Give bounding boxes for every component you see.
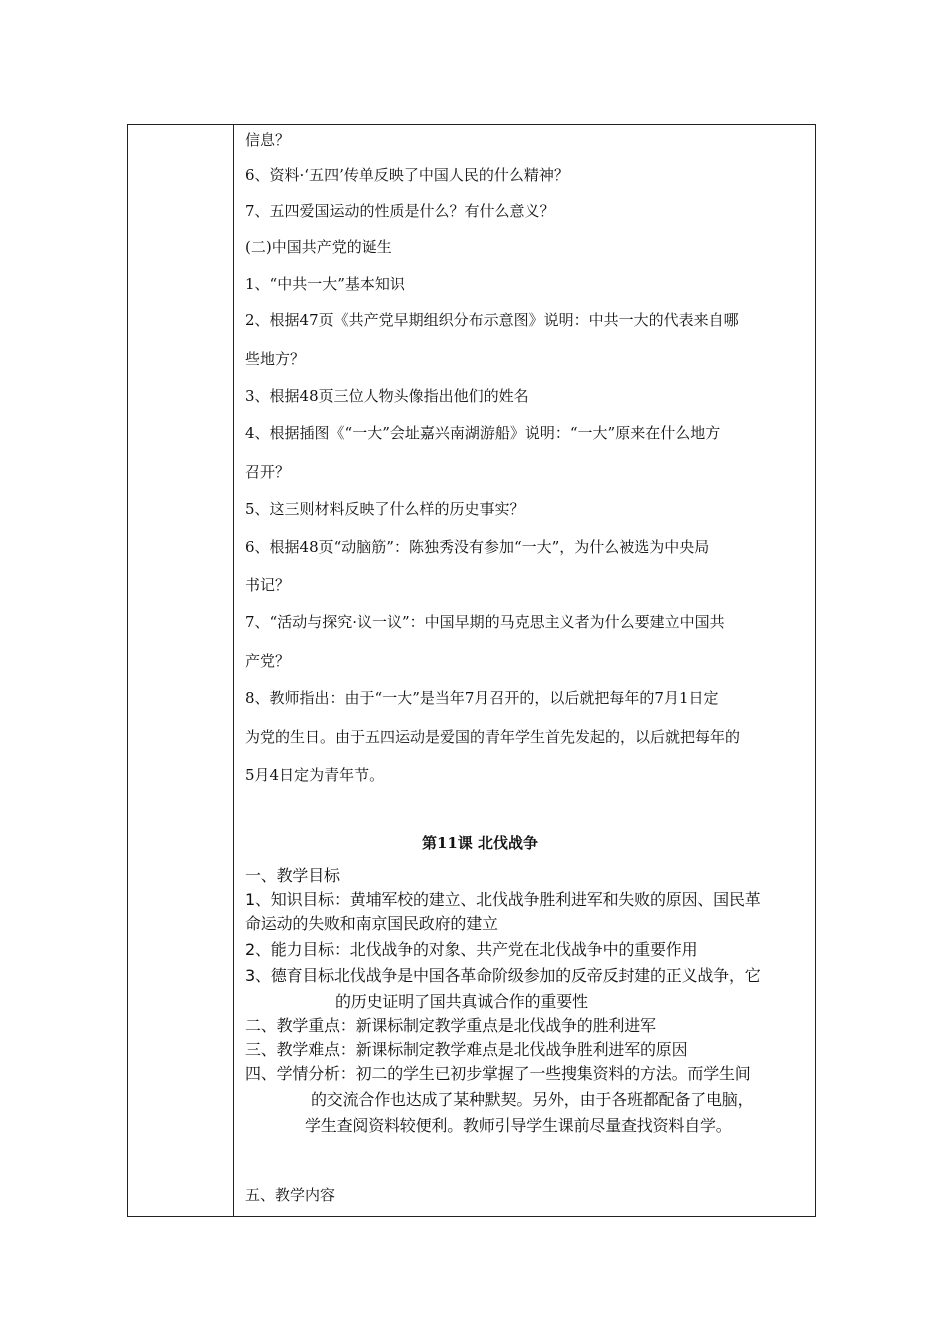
text-line: 命运动的失败和南京国民政府的建立 (245, 914, 498, 933)
text-line: 2、能力目标：北伐战争的对象、共产党在北伐战争中的重要作用 (245, 940, 698, 959)
column-divider (233, 125, 234, 1216)
text-line: 6、根据48页“动脑筋”：陈独秀没有参加“一大”，为什么被选为中央局 (245, 538, 710, 556)
text-line: 信息？ (245, 131, 291, 149)
lesson-table (127, 124, 816, 1217)
text-line: 2、根据47页《共产党早期组织分布示意图》说明：中共一大的代表来自哪 (245, 311, 739, 329)
text-line: 的历史证明了国共真诚合作的重要性 (335, 992, 588, 1011)
text-line: 7、“活动与探究·议一议”：中国早期的马克思主义者为什么要建立中国共 (245, 613, 725, 631)
text-line: 3、根据48页三位人物头像指出他们的姓名 (245, 387, 529, 405)
text-line: 8、教师指出：由于“一大”是当年7月召开的，以后就把每年的7月1日定 (245, 689, 719, 707)
text-line: 些地方？ (245, 350, 306, 368)
text-line: 为党的生日。由于五四运动是爱国的青年学生首先发起的，以后就把每年的 (245, 728, 741, 746)
text-line: 书记？ (245, 576, 291, 594)
text-line: 7、五四爱国运动的性质是什么？有什么意义？ (245, 202, 555, 220)
text-line: 6、资料·‘五四’传单反映了中国人民的什么精神？ (245, 166, 569, 184)
text-line: 5月4日定为青年节。 (245, 766, 385, 784)
text-line: 4、根据插图《“一大”会址嘉兴南湖游船》说明：“一大”原来在什么地方 (245, 424, 721, 442)
text-line: 1、知识目标：黄埔军校的建立、北伐战争胜利进军和失败的原因、国民革 (245, 890, 761, 909)
text-line: (二)中国共产党的诞生 (245, 238, 392, 256)
text-line: 产党？ (245, 652, 291, 670)
text-line: 三、教学难点：新课标制定教学难点是北伐战争胜利进军的原因 (245, 1040, 688, 1059)
text-line: 5、这三则材料反映了什么样的历史事实？ (245, 500, 525, 518)
text-line: 一、教学目标 (245, 866, 340, 885)
text-line: 1、“中共一大”基本知识 (245, 275, 405, 293)
text-line: 召开？ (245, 463, 291, 481)
text-line: 学生查阅资料较便利。教师引导学生课前尽量查找资料自学。 (305, 1116, 732, 1135)
lesson-title: 第11课 北伐战争 (421, 834, 539, 852)
text-line: 四、学情分析：初二的学生已初步掌握了一些搜集资料的方法。而学生间 (245, 1064, 751, 1083)
text-line: 二、教学重点：新课标制定教学重点是北伐战争的胜利进军 (245, 1016, 656, 1035)
text-line: 的交流合作也达成了某种默契。另外，由于各班都配备了电脑， (311, 1090, 754, 1109)
text-line: 3、德育目标北伐战争是中国各革命阶级参加的反帝反封建的正义战争，它 (245, 966, 761, 985)
section-heading: 五、教学内容 (245, 1186, 336, 1204)
